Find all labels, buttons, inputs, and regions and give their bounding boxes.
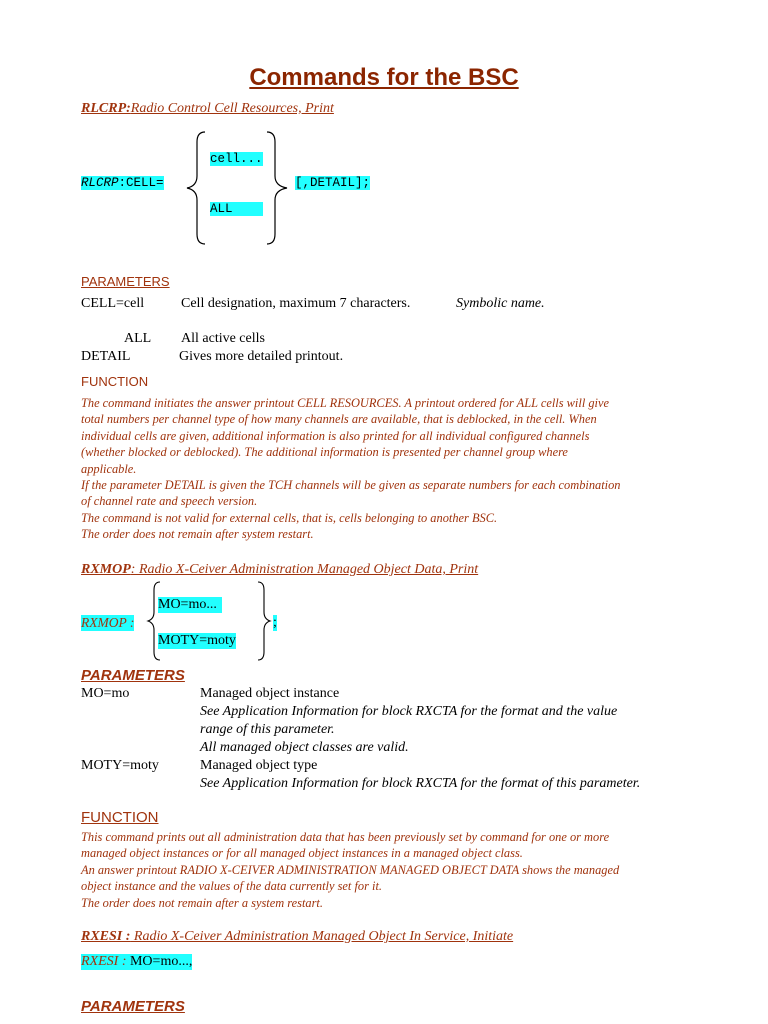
rlcrp-option-cell: cell...	[210, 152, 263, 166]
param-mo-name: MO=mo	[81, 686, 130, 701]
param-mo-note: All managed object classes are valid.	[200, 740, 409, 755]
rxmop-function-line: managed object instances or for all managed object instances in a managed object class.	[81, 846, 523, 861]
rlcrp-function-line: of channel rate and speech version.	[81, 494, 258, 509]
param-moty-name: MOTY=moty	[81, 758, 159, 773]
rxmop-function-line: object instance and the values of the data currently set for it.	[81, 879, 382, 894]
param-mo-note: See Application Information for block RXCTA for the format and the value	[200, 704, 618, 719]
rxmop-parameters-heading: PARAMETERS	[81, 667, 185, 684]
rxmop-left-brace	[146, 580, 162, 662]
rxesi-header	[81, 929, 513, 945]
param-mo-note: range of this parameter.	[200, 722, 335, 737]
rlcrp-left-brace	[185, 130, 209, 248]
rxesi-parameters-heading: PARAMETERS	[81, 998, 185, 1015]
param-detail-desc: Gives more detailed printout.	[179, 349, 344, 364]
rlcrp-header	[81, 101, 334, 117]
rlcrp-syntax-command: RLCRP	[81, 176, 119, 190]
rlcrp-option-all: ALL	[210, 202, 263, 216]
rlcrp-function-line: (whether blocked or deblocked). The additional information is presented per channel group where	[81, 445, 568, 460]
rxmop-function-line: This command prints out all administration data that has been previously set by command for one or more	[81, 830, 610, 844]
rxmop-function-line: An answer printout RADIO X-CEIVER ADMINISTRATION MANAGED OBJECT DATA shows the managed	[81, 862, 620, 877]
rlcrp-function-heading: FUNCTION	[81, 374, 149, 389]
rlcrp-function-line: applicable.	[81, 461, 137, 476]
rxesi-header-description: Radio X-Ceiver Administration Managed Object In Service, Initiate	[130, 929, 514, 944]
page-title: Commands for the BSC	[249, 64, 519, 91]
rxmop-function-heading: FUNCTION	[81, 809, 159, 826]
rxmop-syntax-terminator: ;	[273, 615, 277, 630]
rlcrp-syntax-detail: [,DETAIL];	[295, 176, 371, 190]
rlcrp-function-line: individual cells are given, additional information is also printed for all individual configured channels	[81, 428, 590, 443]
rxmop-header-command: RXMOP	[81, 562, 131, 577]
rxmop-syntax-command: RXMOP :	[81, 615, 135, 630]
rxesi-header-command: RXESI :	[81, 929, 131, 944]
rxmop-option-mo: MO=mo...	[158, 597, 222, 613]
rlcrp-function-line: total numbers per channel type of how many channels are available, that is deblocked, in the cell. When	[81, 412, 597, 427]
param-moty-desc: Managed object type	[200, 758, 318, 773]
rlcrp-syntax-prefix	[81, 176, 164, 190]
rxmop-function-text	[81, 829, 707, 911]
param-mo-desc: Managed object instance	[200, 686, 340, 701]
param-detail-name: DETAIL	[81, 349, 131, 364]
rlcrp-right-brace	[265, 130, 293, 248]
param-cell-note: Symbolic name.	[456, 296, 545, 311]
rlcrp-parameters-heading: PARAMETERS	[81, 274, 170, 289]
rlcrp-function-line: The command is not valid for external cells, that is, cells belonging to another BSC.	[81, 510, 498, 525]
rlcrp-function-line: The order does not remain after system restart.	[81, 527, 314, 542]
rxesi-syntax-command: RXESI :	[81, 954, 127, 969]
param-cell-name: CELL=cell	[81, 296, 145, 311]
rxmop-header	[81, 562, 478, 578]
rlcrp-function-line: The command initiates the answer printout CELL RESOURCES. A printout ordered for ALL cells will give	[81, 396, 609, 410]
rlcrp-header-command: RLCRP:	[81, 101, 131, 116]
param-moty-note: See Application Information for block RXCTA for the format of this parameter.	[200, 776, 641, 791]
rxmop-function-line: The order does not remain after a system restart.	[81, 895, 323, 910]
rlcrp-function-text	[81, 395, 707, 543]
rxmop-option-moty: MOTY=moty	[158, 633, 236, 648]
rlcrp-header-description: Radio Control Cell Resources, Print	[130, 101, 334, 116]
rxesi-syntax-args: MO=mo...,	[129, 954, 193, 969]
rxesi-syntax	[81, 954, 192, 970]
rxmop-right-brace	[256, 580, 274, 662]
param-all-name: ALL	[124, 331, 152, 346]
rlcrp-function-line: If the parameter DETAIL is given the TCH channels will be given as separate numbers for each combination	[81, 478, 621, 493]
rxmop-header-description: : Radio X-Ceiver Administration Managed Object Data, Print	[130, 562, 479, 577]
param-all-desc: All active cells	[181, 331, 265, 346]
param-cell-desc: Cell designation, maximum 7 characters.	[181, 296, 411, 311]
rlcrp-syntax-cell-param: :CELL=	[118, 176, 164, 190]
